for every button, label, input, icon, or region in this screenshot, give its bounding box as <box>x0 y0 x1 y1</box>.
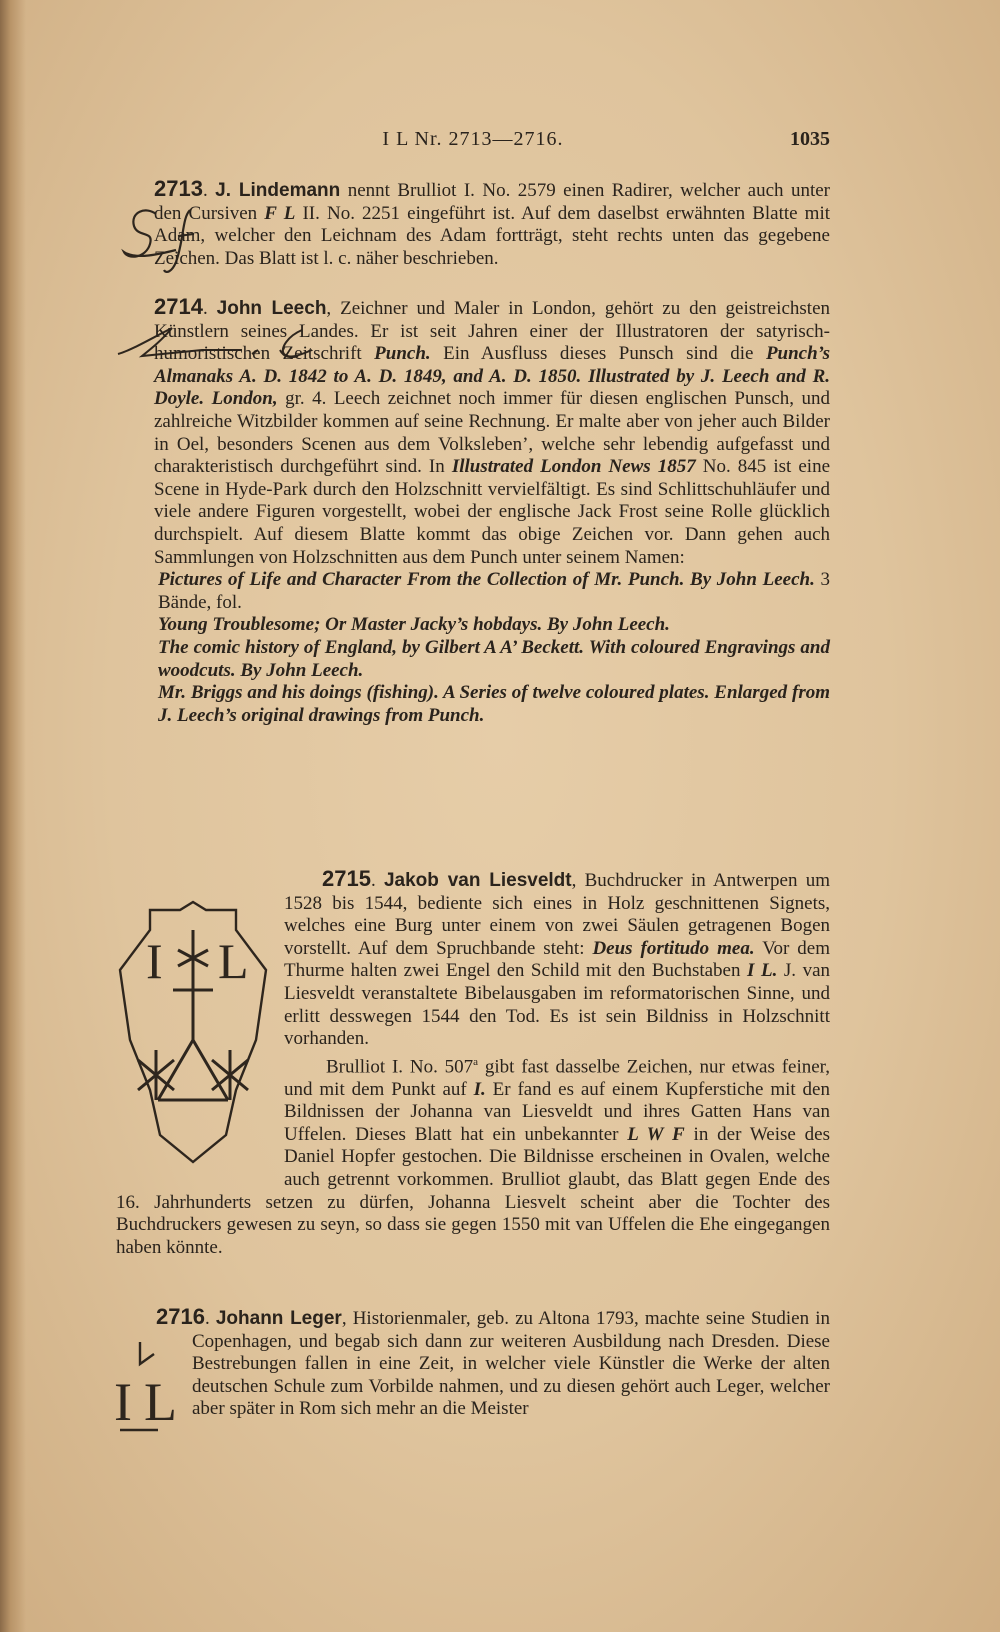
artist-name: Jakob van Liesveldt <box>383 870 572 891</box>
shield-letter-l: L <box>218 933 249 989</box>
leger-letter-i: I <box>114 1372 132 1432</box>
entry-2713: 2713. J. Lindemann nennt Brulliot I. No. 2579 einen Radirer, welcher auch unter den Cursiven F L II. No. 2251 eingeführt ist. Auf dem daselbst erwähnten Blatte mit Adam, welcher den Leichnam des Adam forttrӓgt, steht rechts unten das gegebene Zeichen. Das Blatt ist l. c. näher beschrieben. <box>154 176 831 269</box>
work-title-4: Mr. Briggs and his doings (fishing). A Series of twelve coloured plates. Enlarged from J. Leech’s original drawings from Punch. <box>158 682 830 726</box>
entry-2714: 2714. John Leech, Zeichner und Maler in London, gehört zu den geistreichsten Künstlern seines Landes. Er ist seit Jahren einer der Illustratoren der satyrisch-humoristischen Zeitschrift Punch. Ein Ausfluss dieses Punsch sind die Punch’s Almanaks A. D. 1842 to A. D. 1849, and A. D. 1850. Illustrated by J. Leech and R. Doyle. London, gr. 4. Leech zeichnet noch immer für diesen englischen Punsch, und zahlreiche Witzbilder kommen auf seine Rechnung. Er malte aber von jeher auch Bilder in Oel, besonders Scenen aus dem Volksleben’, welche sehr lebendig aufgefasst und charakteristisch durchgeführt sind. In Illustrated London News 1857 No. 845 ist eine Scene in Hyde-Park durch den Holzschnitt vervielfältigt. Es sind Schlittschuhläufer und viele andere Figuren vorgestellt, wobei der englische Jack Frost seine Rolle glücklich durchspielt. Auf diesem Blatte kommt das obige Zeichen vor. Dann gehen auch Sammlungen von Holzschnitten aus dem Punch unter seinem Namen: Pictures of Life and Character From the Collection of Mr. Punch. By John Leech. 3 Bände, fol. Young Troublesome; Or Master Jacky’s hobdays. By John Leech. The comic history of England, by Gilbert A A’ Beckett. With coloured Engravings and woodcuts. By John Leech. Mr. Briggs and his doings (fishing). A Series of twelve coloured plates. Enlarged from J. Leech’s original drawings from Punch. <box>116 296 830 727</box>
artist-name: John Leech <box>216 298 327 319</box>
entry-number: 2715 <box>322 866 371 891</box>
artist-name: J. Lindemann <box>215 180 341 201</box>
shield-letter-i: I <box>146 933 163 989</box>
entry-2715: 2715. Jakob van Liesveldt, Buchdrucker in Antwerpen um 1528 bis 1544, bediente sich eines in Holz geschnittenen Signets, welches eine Burg unter einem von zwei Säulen getragenen Bogen vorstellt. Auf dem Spruchbande steht: Deus fortitudo mea. Vor dem Thurme halten zwei Engel den Schild mit den Buchstaben I L. J. van Liesveldt veranstaltete Bibelausgaben im reformatorischen Sinne, und erlitt desswegen 1544 den Tod. Es ist sein Bildniss in Holzschnitt vorhanden. Brulliot I. No. 507$^a$ gibt fast dasselbe Zeichen, nur etwas feiner, und mit dem Punkt auf I. Er fand es auf einem Kupferstiche mit den Bildnissen der Johanna van Liesveldt und ihres Gatten Hans van Uffelen. Dieses Blatt hat ein unbekannter L W F in der Weise des Daniel Hopfer gestochen. Die Bildnisse erscheinen in Ovalen, welche auch getrennt vorkommen. Brulliot glaubt, das Blatt gegen Ende des 16. Jahrhunderts setzen zu dürfen, Johanna Liesvelt scheint aber die Tochter des Buchdruckers gewesen zu seyn, so dass sie gegen 1550 mit van Uffelen die Ehe eingegangen haben könnte. <box>116 866 831 1258</box>
page-number: 1035 <box>790 128 830 150</box>
entry-number: 2713 <box>154 176 203 201</box>
entry-number: 2716 <box>156 1304 205 1329</box>
artist-name: Johann Leger <box>215 1308 342 1329</box>
entry-2716: 2716. Johann Leger, Historienmaler, geb. zu Altona 1793, machte seine Studien in Copenhagen, und begab sich dann zur weiteren Ausbildung nach Dresden. Diese Bestrebungen fallen in eine Zeit, in welcher viele Künstler die Werke der alten deutschen Schule zum Vorbilde nahmen, und zu diesen gehört auch Leger, welcher aber später in Rom sich mehr an die Meister <box>156 1304 831 1420</box>
entry-number: 2714 <box>154 294 203 319</box>
leger-letter-l: L <box>144 1372 177 1432</box>
running-header <box>116 128 830 154</box>
running-title: I L Nr. 2713—2716. <box>382 128 564 150</box>
work-title-2: Young Troublesome; Or Master Jacky’s hobdays. By John Leech. <box>158 614 670 636</box>
work-title-1: Pictures of Life and Character From the Collection of Mr. Punch. By John Leech. 3 Bände, fol. <box>158 569 831 613</box>
work-title-3: The comic history of England, by Gilbert A A’ Beckett. With coloured Engravings and woodcuts. By John Leech. <box>158 636 830 681</box>
